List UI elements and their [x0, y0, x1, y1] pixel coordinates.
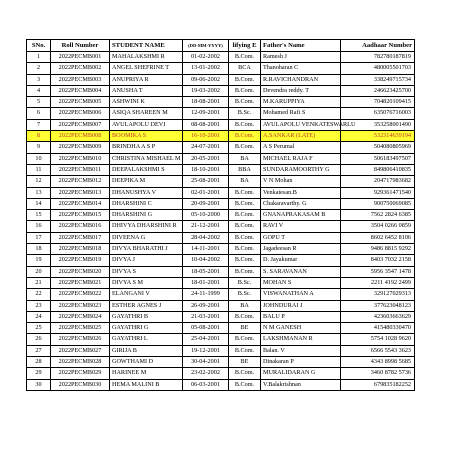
cell-student-name[interactable]: DHANUSHYA V	[110, 187, 183, 198]
cell-roll-number[interactable]: 2022PECMB016	[51, 221, 110, 232]
cell-roll-number[interactable]: 2022PECMB007	[51, 119, 110, 130]
cell-sno[interactable]: 28	[27, 357, 51, 368]
cell-student-name[interactable]: BRINDHA A S P	[110, 142, 183, 153]
cell-roll-number[interactable]: 2022PECMB029	[51, 368, 110, 379]
cell-roll-number[interactable]: 2022PECMB013	[51, 187, 110, 198]
cell-roll-number[interactable]: 2022PECMB017	[51, 232, 110, 243]
table-row	[27, 244, 415, 255]
cell-sno[interactable]: 12	[27, 176, 51, 187]
cell-dob[interactable]: 12-09-2001	[183, 108, 229, 119]
cell-qualifying-exam[interactable]: B.Sc.	[229, 289, 261, 300]
cell-aadhaar-number[interactable]: 8602 6452 8106	[341, 232, 415, 243]
cell-dob[interactable]: 10-04-2002	[183, 255, 229, 266]
table-row	[27, 266, 415, 277]
cell-aadhaar-number[interactable]: 423603663629	[341, 311, 415, 322]
cell-sno[interactable]: 3	[27, 74, 51, 85]
cell-qualifying-exam[interactable]: B.Com.	[229, 97, 261, 108]
cell-roll-number[interactable]: 2022PECMB005	[51, 97, 110, 108]
cell-student-name[interactable]: HARINEE M	[110, 368, 183, 379]
cell-student-name[interactable]: BOOMIKA S	[110, 131, 183, 142]
cell-sno[interactable]: 16	[27, 221, 51, 232]
cell-qualifying-exam[interactable]: BA	[229, 176, 261, 187]
cell-qualifying-exam[interactable]: B.Com.	[229, 334, 261, 345]
cell-qualifying-exam[interactable]: B.Com.	[229, 244, 261, 255]
cell-aadhaar-number[interactable]: 338249715734	[341, 74, 415, 85]
cell-student-name[interactable]: DIVEENA G	[110, 232, 183, 243]
cell-roll-number[interactable]: 2022PECMB023	[51, 300, 110, 311]
cell-dob[interactable]: 18-08-2001	[183, 97, 229, 108]
cell-qualifying-exam[interactable]: B.Com.	[229, 85, 261, 96]
table-row	[27, 357, 415, 368]
table-row	[27, 277, 415, 288]
header-qualifying-exam[interactable]: lifying E	[229, 40, 261, 52]
cell-qualifying-exam[interactable]: BE	[229, 357, 261, 368]
cell-dob[interactable]: 24-11-1999	[183, 289, 229, 300]
cell-aadhaar-number[interactable]: 9486 8815 9292	[341, 244, 415, 255]
cell-sno[interactable]: 21	[27, 277, 51, 288]
student-spreadsheet	[26, 39, 415, 391]
cell-qualifying-exam[interactable]: B.Com.	[229, 255, 261, 266]
cell-dob[interactable]: 21-03-2001	[183, 311, 229, 322]
cell-student-name[interactable]: ASIQA SHAREEN M	[110, 108, 183, 119]
cell-qualifying-exam[interactable]: BA	[229, 153, 261, 164]
cell-roll-number[interactable]: 2022PECMB003	[51, 74, 110, 85]
cell-aadhaar-number[interactable]: 679835182252	[341, 379, 415, 390]
cell-sno[interactable]: 14	[27, 198, 51, 209]
cell-roll-number[interactable]: 2022PECMB026	[51, 334, 110, 345]
table-row	[27, 97, 415, 108]
cell-student-name[interactable]: ELANGANI V	[110, 289, 183, 300]
cell-dob[interactable]: 25-08-2001	[183, 176, 229, 187]
cell-qualifying-exam[interactable]: B.Com.	[229, 368, 261, 379]
cell-dob[interactable]: 06-03-2001	[183, 379, 229, 390]
cell-roll-number[interactable]: 2022PECMB004	[51, 85, 110, 96]
cell-dob[interactable]: 13-01-2002	[183, 63, 229, 74]
cell-aadhaar-number[interactable]: 506183497507	[341, 153, 415, 164]
table-row	[27, 210, 415, 221]
header-aadhaar-number[interactable]: Aadhaar Number	[341, 40, 415, 52]
cell-qualifying-exam[interactable]: B.Com.	[229, 266, 261, 277]
cell-aadhaar-number[interactable]: 246623425700	[341, 85, 415, 96]
cell-father-name[interactable]: AVULAPOLU VENKATESWARLU	[261, 119, 341, 130]
cell-qualifying-exam[interactable]: B.Com.	[229, 74, 261, 85]
table-row-highlighted	[27, 131, 415, 142]
cell-aadhaar-number[interactable]: 5956 3547 1478	[341, 266, 415, 277]
cell-sno[interactable]: 5	[27, 97, 51, 108]
cell-father-name[interactable]: Venkatesan.B	[261, 187, 341, 198]
cell-roll-number[interactable]: 2022PECMB022	[51, 289, 110, 300]
cell-sno[interactable]: 18	[27, 244, 51, 255]
cell-roll-number[interactable]: 2022PECMB011	[51, 164, 110, 175]
cell-qualifying-exam[interactable]: B.Com.	[229, 142, 261, 153]
cell-roll-number[interactable]: 2022PECMB018	[51, 244, 110, 255]
cell-aadhaar-number[interactable]: 532314639194	[341, 131, 415, 142]
cell-roll-number[interactable]: 2022PECMB015	[51, 210, 110, 221]
table-row	[27, 311, 415, 322]
cell-student-name[interactable]: DIVYA J	[110, 255, 183, 266]
cell-student-name[interactable]: ESTHER AGNES J	[110, 300, 183, 311]
cell-student-name[interactable]: DIVYA S M	[110, 277, 183, 288]
cell-father-name[interactable]: GOPU T	[261, 232, 341, 243]
cell-sno[interactable]: 11	[27, 164, 51, 175]
cell-qualifying-exam[interactable]: B.Com.	[229, 198, 261, 209]
cell-father-name[interactable]: Devendra reddy. T	[261, 85, 341, 96]
cell-father-name[interactable]: GNANAPRAKASAM B	[261, 210, 341, 221]
cell-qualifying-exam[interactable]: B.Com.	[229, 221, 261, 232]
table-row	[27, 198, 415, 209]
cell-dob[interactable]: 14-11-2001	[183, 244, 229, 255]
cell-dob[interactable]: 28-04-2002	[183, 232, 229, 243]
cell-qualifying-exam[interactable]: B.Com.	[229, 311, 261, 322]
cell-aadhaar-number[interactable]: 782780187819	[341, 52, 415, 63]
cell-sno[interactable]: 23	[27, 300, 51, 311]
cell-aadhaar-number[interactable]: 8403 7032 2158	[341, 255, 415, 266]
table-row	[27, 108, 415, 119]
cell-aadhaar-number[interactable]: 849806410835	[341, 164, 415, 175]
cell-roll-number[interactable]: 2022PECMB027	[51, 345, 110, 356]
table-row	[27, 221, 415, 232]
cell-student-name[interactable]: DIVYA S	[110, 266, 183, 277]
header-father-name[interactable]: Father's Name	[261, 40, 341, 52]
table-row	[27, 300, 415, 311]
table-row	[27, 334, 415, 345]
cell-roll-number[interactable]: 2022PECMB030	[51, 379, 110, 390]
header-student-name[interactable]: STUDENT NAME	[110, 40, 183, 52]
cell-dob[interactable]: 25-04-2001	[183, 334, 229, 345]
cell-sno[interactable]: 27	[27, 345, 51, 356]
cell-father-name[interactable]: MURALIDARAN G	[261, 368, 341, 379]
cell-father-name[interactable]: N M GANESH	[261, 323, 341, 334]
header-dob[interactable]: (DD-MM-YYYY)	[183, 40, 229, 52]
cell-father-name[interactable]: SUNDARAMOORTHY G	[261, 164, 341, 175]
cell-roll-number[interactable]: 2022PECMB025	[51, 323, 110, 334]
cell-student-name[interactable]: ANUPRIYA R	[110, 74, 183, 85]
cell-sno[interactable]: 6	[27, 108, 51, 119]
cell-sno[interactable]: 29	[27, 368, 51, 379]
cell-father-name[interactable]: A S Perumal	[261, 142, 341, 153]
student-table	[26, 39, 415, 391]
table-row	[27, 323, 415, 334]
cell-qualifying-exam[interactable]: B.Com.	[229, 187, 261, 198]
cell-roll-number[interactable]: 2022PECMB009	[51, 142, 110, 153]
cell-father-name[interactable]: BALU P	[261, 311, 341, 322]
cell-father-name[interactable]: MOHAN S	[261, 277, 341, 288]
cell-qualifying-exam[interactable]: B.Sc.	[229, 277, 261, 288]
cell-roll-number[interactable]: 2022PECMB028	[51, 357, 110, 368]
cell-qualifying-exam[interactable]: B.Com.	[229, 119, 261, 130]
cell-sno[interactable]: 8	[27, 131, 51, 142]
cell-roll-number[interactable]: 2022PECMB008	[51, 131, 110, 142]
cell-aadhaar-number[interactable]: 900750069085	[341, 198, 415, 209]
table-row	[27, 345, 415, 356]
cell-qualifying-exam[interactable]: B.Com.	[229, 210, 261, 221]
cell-sno[interactable]: 24	[27, 311, 51, 322]
cell-student-name[interactable]: HEMA MALINI B	[110, 379, 183, 390]
cell-student-name[interactable]: DEEPIKA M	[110, 176, 183, 187]
cell-student-name[interactable]: DHARSHINI C	[110, 198, 183, 209]
cell-dob[interactable]: 23-02-2002	[183, 368, 229, 379]
cell-father-name[interactable]: JOHNDURAI J	[261, 300, 341, 311]
cell-sno[interactable]: 10	[27, 153, 51, 164]
cell-father-name[interactable]: Dinakaran P	[261, 357, 341, 368]
cell-dob[interactable]: 26-09-2001	[183, 300, 229, 311]
cell-father-name[interactable]: Ramesh J	[261, 52, 341, 63]
cell-qualifying-exam[interactable]: B.Com.	[229, 52, 261, 63]
cell-student-name[interactable]: DIVYA BHARATHI J	[110, 244, 183, 255]
cell-dob[interactable]: 18-01-2001	[183, 277, 229, 288]
cell-aadhaar-number[interactable]: 635076716003	[341, 108, 415, 119]
cell-dob[interactable]: 05-08-2001	[183, 323, 229, 334]
table-row	[27, 52, 415, 63]
cell-father-name[interactable]: VISWANATHAN A	[261, 289, 341, 300]
table-row	[27, 74, 415, 85]
header-sno[interactable]: SNo.	[27, 40, 51, 52]
table-body	[27, 52, 415, 391]
cell-aadhaar-number[interactable]: 504080805969	[341, 142, 415, 153]
cell-dob[interactable]: 09-06-2002	[183, 74, 229, 85]
cell-qualifying-exam[interactable]: B.Com.	[229, 379, 261, 390]
cell-qualifying-exam[interactable]: B.Sc.	[229, 108, 261, 119]
cell-sno[interactable]: 9	[27, 142, 51, 153]
cell-sno[interactable]: 17	[27, 232, 51, 243]
cell-dob[interactable]: 16-10-2001	[183, 131, 229, 142]
cell-student-name[interactable]: DHIVYA DHARSHINI R	[110, 221, 183, 232]
cell-aadhaar-number[interactable]: 204717983682	[341, 176, 415, 187]
cell-student-name[interactable]: ANGEL SHEFRINE T	[110, 63, 183, 74]
cell-roll-number[interactable]: 2022PECMB021	[51, 277, 110, 288]
header-roll-number[interactable]: Roll Number	[51, 40, 110, 52]
cell-aadhaar-number[interactable]: 6566 5543 3623	[341, 345, 415, 356]
table-row	[27, 142, 415, 153]
cell-sno[interactable]: 30	[27, 379, 51, 390]
cell-roll-number[interactable]: 2022PECMB014	[51, 198, 110, 209]
cell-father-name[interactable]: V N Mohan	[261, 176, 341, 187]
table-row	[27, 85, 415, 96]
cell-roll-number[interactable]: 2022PECMB024	[51, 311, 110, 322]
cell-aadhaar-number[interactable]: 353258001490	[341, 119, 415, 130]
cell-roll-number[interactable]: 2022PECMB020	[51, 266, 110, 277]
cell-roll-number[interactable]: 2022PECMB001	[51, 52, 110, 63]
cell-dob[interactable]: 08-08-2001	[183, 119, 229, 130]
cell-aadhaar-number[interactable]: 3460 8782 5736	[341, 368, 415, 379]
cell-qualifying-exam[interactable]: B.Com.	[229, 232, 261, 243]
cell-father-name[interactable]: Balan. V	[261, 345, 341, 356]
cell-sno[interactable]: 1	[27, 52, 51, 63]
cell-father-name[interactable]: M.KARUPPIYA	[261, 97, 341, 108]
cell-roll-number[interactable]: 2022PECMB002	[51, 63, 110, 74]
cell-dob[interactable]: 19-03-2002	[183, 85, 229, 96]
cell-father-name[interactable]: Jagadeesan R	[261, 244, 341, 255]
cell-aadhaar-number[interactable]: 2211 4192 2499	[341, 277, 415, 288]
table-row	[27, 63, 415, 74]
cell-father-name[interactable]: D. Jayakumar	[261, 255, 341, 266]
cell-sno[interactable]: 22	[27, 289, 51, 300]
cell-student-name[interactable]: GAYATHRI L	[110, 334, 183, 345]
cell-sno[interactable]: 15	[27, 210, 51, 221]
cell-father-name[interactable]: MICHAEL RAJA F	[261, 153, 341, 164]
cell-aadhaar-number[interactable]: 3504 0266 0859	[341, 221, 415, 232]
table-row	[27, 232, 415, 243]
cell-sno[interactable]: 25	[27, 323, 51, 334]
cell-dob[interactable]: 19-12-2001	[183, 345, 229, 356]
cell-dob[interactable]: 24-07-2001	[183, 142, 229, 153]
cell-dob[interactable]: 20-09-2001	[183, 198, 229, 209]
cell-dob[interactable]: 20-05-2001	[183, 153, 229, 164]
cell-father-name[interactable]: Thanoharan C	[261, 63, 341, 74]
cell-sno[interactable]: 26	[27, 334, 51, 345]
cell-student-name[interactable]: DEEPALAKSHMI S	[110, 164, 183, 175]
cell-dob[interactable]: 30-04-2001	[183, 357, 229, 368]
cell-qualifying-exam[interactable]: BE	[229, 323, 261, 334]
table-row	[27, 255, 415, 266]
cell-aadhaar-number[interactable]: 5754 1028 9620	[341, 334, 415, 345]
cell-student-name[interactable]: GIRIJA B	[110, 345, 183, 356]
cell-student-name[interactable]: ASHWINI K	[110, 97, 183, 108]
cell-father-name[interactable]: V.Balakrishnan	[261, 379, 341, 390]
cell-dob[interactable]: 02-01-2001	[183, 187, 229, 198]
cell-father-name[interactable]: R.RAVICHANDRAN	[261, 74, 341, 85]
cell-father-name[interactable]: Mohamed Rafi S	[261, 108, 341, 119]
table-row	[27, 289, 415, 300]
cell-student-name[interactable]: DHARSHINI G	[110, 210, 183, 221]
cell-qualifying-exam[interactable]: BBA	[229, 164, 261, 175]
cell-father-name[interactable]: Chakaravarthy. G	[261, 198, 341, 209]
cell-father-name[interactable]: RAVI V	[261, 221, 341, 232]
cell-aadhaar-number[interactable]: 480005501703	[341, 63, 415, 74]
cell-sno[interactable]: 4	[27, 85, 51, 96]
cell-roll-number[interactable]: 2022PECMB012	[51, 176, 110, 187]
cell-aadhaar-number[interactable]: 377623048123	[341, 300, 415, 311]
cell-roll-number[interactable]: 2022PECMB010	[51, 153, 110, 164]
cell-dob[interactable]: 18-10-2001	[183, 164, 229, 175]
cell-qualifying-exam[interactable]: BA	[229, 300, 261, 311]
table-row	[27, 187, 415, 198]
table-row	[27, 119, 415, 130]
cell-aadhaar-number[interactable]: 704820109415	[341, 97, 415, 108]
cell-sno[interactable]: 2	[27, 63, 51, 74]
table-row	[27, 379, 415, 390]
cell-student-name[interactable]: GOWTHAMI D	[110, 357, 183, 368]
cell-aadhaar-number[interactable]: 929361471540	[341, 187, 415, 198]
cell-sno[interactable]: 19	[27, 255, 51, 266]
cell-student-name[interactable]: CHRISTINA MISHAEL M	[110, 153, 183, 164]
cell-student-name[interactable]: MAHALAKSHMI R	[110, 52, 183, 63]
cell-father-name[interactable]: A.SANKAR (LATE)	[261, 131, 341, 142]
header-row	[27, 40, 415, 52]
cell-roll-number[interactable]: 2022PECMB006	[51, 108, 110, 119]
cell-qualifying-exam[interactable]: BCA	[229, 63, 261, 74]
cell-student-name[interactable]: ANUSHA T	[110, 85, 183, 96]
cell-student-name[interactable]: GAYATHRI B	[110, 311, 183, 322]
table-row	[27, 164, 415, 175]
cell-sno[interactable]: 7	[27, 119, 51, 130]
cell-sno[interactable]: 13	[27, 187, 51, 198]
cell-aadhaar-number[interactable]: 7562 2824 6385	[341, 210, 415, 221]
table-row	[27, 153, 415, 164]
cell-father-name[interactable]: S. SARAVANAN	[261, 266, 341, 277]
cell-aadhaar-number[interactable]: 329127029313	[341, 289, 415, 300]
cell-student-name[interactable]: GAYATHRI G	[110, 323, 183, 334]
cell-dob[interactable]: 01-02-2002	[183, 52, 229, 63]
table-row	[27, 176, 415, 187]
cell-sno[interactable]: 20	[27, 266, 51, 277]
cell-qualifying-exam[interactable]: B.Com.	[229, 131, 261, 142]
cell-dob[interactable]: 18-05-2001	[183, 266, 229, 277]
cell-dob[interactable]: 21-12-2001	[183, 221, 229, 232]
cell-father-name[interactable]: LAKSHMANAN R	[261, 334, 341, 345]
cell-aadhaar-number[interactable]: 4343 8998 5685	[341, 357, 415, 368]
cell-qualifying-exam[interactable]: B.Com.	[229, 345, 261, 356]
table-row	[27, 368, 415, 379]
cell-student-name[interactable]: AVULAPOLU DEVI	[110, 119, 183, 130]
cell-aadhaar-number[interactable]: 415480330470	[341, 323, 415, 334]
cell-dob[interactable]: 05-10-2000	[183, 210, 229, 221]
cell-roll-number[interactable]: 2022PECMB019	[51, 255, 110, 266]
